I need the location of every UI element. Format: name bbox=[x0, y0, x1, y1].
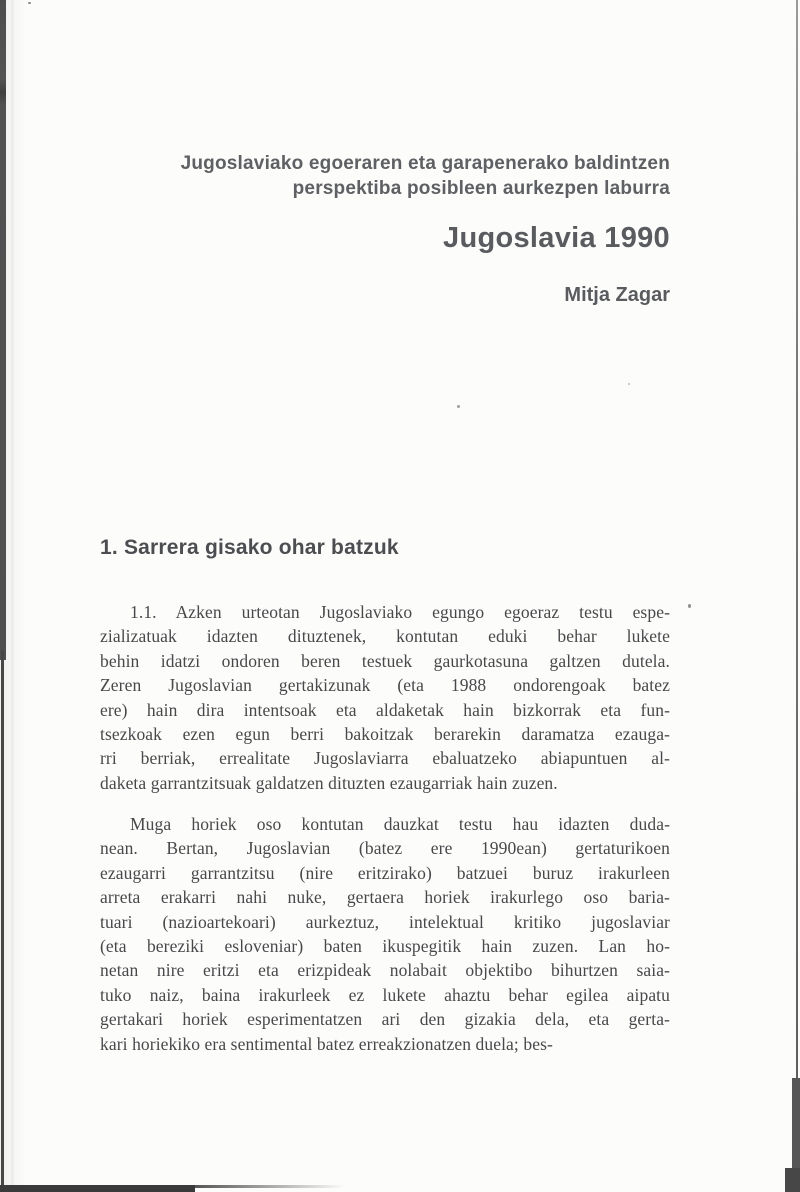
article-subtitle bbox=[100, 152, 670, 201]
scan-edge-bottom-fade bbox=[195, 1185, 345, 1188]
body-line: netan nire eritzi eta erizpideak nolabait objektibo bihurtzen saia- bbox=[100, 960, 670, 981]
body-line: behin idatzi ondoren beren testuek gaurkotasuna galtzen dutela. bbox=[100, 650, 670, 671]
body-line: tuari (nazioartekoari) aurkeztuz, intelektual kritiko jugoslaviar bbox=[100, 911, 670, 932]
body-line: Zeren Jugoslavian gertakizunak (eta 1988 ondorengoak batez bbox=[100, 675, 670, 696]
body-line: tsezkoak ezen egun berri bakoitzak berarekin daramatza ezauga- bbox=[100, 723, 670, 744]
body-line: nean. Bertan, Jugoslavian (batez ere 1990ean) gertaturikoen bbox=[100, 838, 670, 859]
body-line: ere) hain dira intentsoak eta aldaketak hain bizkorrak eta fun- bbox=[100, 699, 670, 720]
body-line: ezaugarri garrantzitsu (nire eritzirako) batzuei buruz irakurleen bbox=[100, 862, 670, 883]
scan-edge-left-top bbox=[0, 0, 6, 660]
scan-speck bbox=[28, 2, 31, 4]
scan-speck bbox=[628, 383, 630, 385]
body-paragraph-1 bbox=[100, 600, 670, 795]
body-line: kari horiekiko era sentimental batez erreakzionatzen duela; bes- bbox=[100, 1033, 553, 1054]
body-line: 1.1. Azken urteotan Jugoslaviako egungo egoeraz testu espe- bbox=[130, 602, 670, 622]
article-subtitle-line-1: Jugoslaviako egoeraren eta garapenerako baldintzen bbox=[180, 153, 670, 174]
article-title: Jugoslavia 1990 bbox=[443, 222, 670, 254]
body-line: rri berriak, errealitate Jugoslaviarra ebaluatzeko abiapuntuen al- bbox=[100, 748, 670, 769]
body-line: gertakari horiek esperimentatzen ari den gizakia dela, eta gerta- bbox=[100, 1009, 670, 1030]
scan-edge-right-line bbox=[796, 0, 798, 1192]
scan-edge-left-bottom bbox=[1, 650, 4, 1192]
body-line: tuko naiz, baina irakurleek ez lukete ahaztu behar egilea aipatu bbox=[100, 984, 670, 1005]
section-heading: 1. Sarrera gisako ohar batzuk bbox=[100, 536, 399, 559]
page-crease-line bbox=[11, 0, 14, 1192]
scan-edge-bottom bbox=[0, 1185, 195, 1192]
article-subtitle-line-2: perspektiba posibleen aurkezpen laburra bbox=[292, 177, 670, 199]
body-line: arreta erakarri nahi nuke, gertaera horiek irakurlego oso baria- bbox=[100, 887, 670, 908]
scan-edge-right-corner bbox=[785, 1168, 800, 1192]
author-name: Mitja Zagar bbox=[564, 284, 670, 306]
body-line: zializatuak idazten dituztenek, kontutan eduki behar lukete bbox=[100, 626, 670, 647]
body-line: (eta bereziki esloveniar) baten ikuspegitik hain zuzen. Lan ho- bbox=[100, 935, 670, 956]
body-line: daketa garrantzitsuak galdatzen dituzten ezaugarriak hain zuzen. bbox=[100, 772, 558, 793]
body-line: Muga horiek oso kontutan dauzkat testu hau idazten duda- bbox=[130, 814, 670, 834]
scan-speck bbox=[457, 405, 460, 408]
body-paragraph-2 bbox=[100, 812, 670, 1056]
scan-speck bbox=[688, 604, 691, 608]
